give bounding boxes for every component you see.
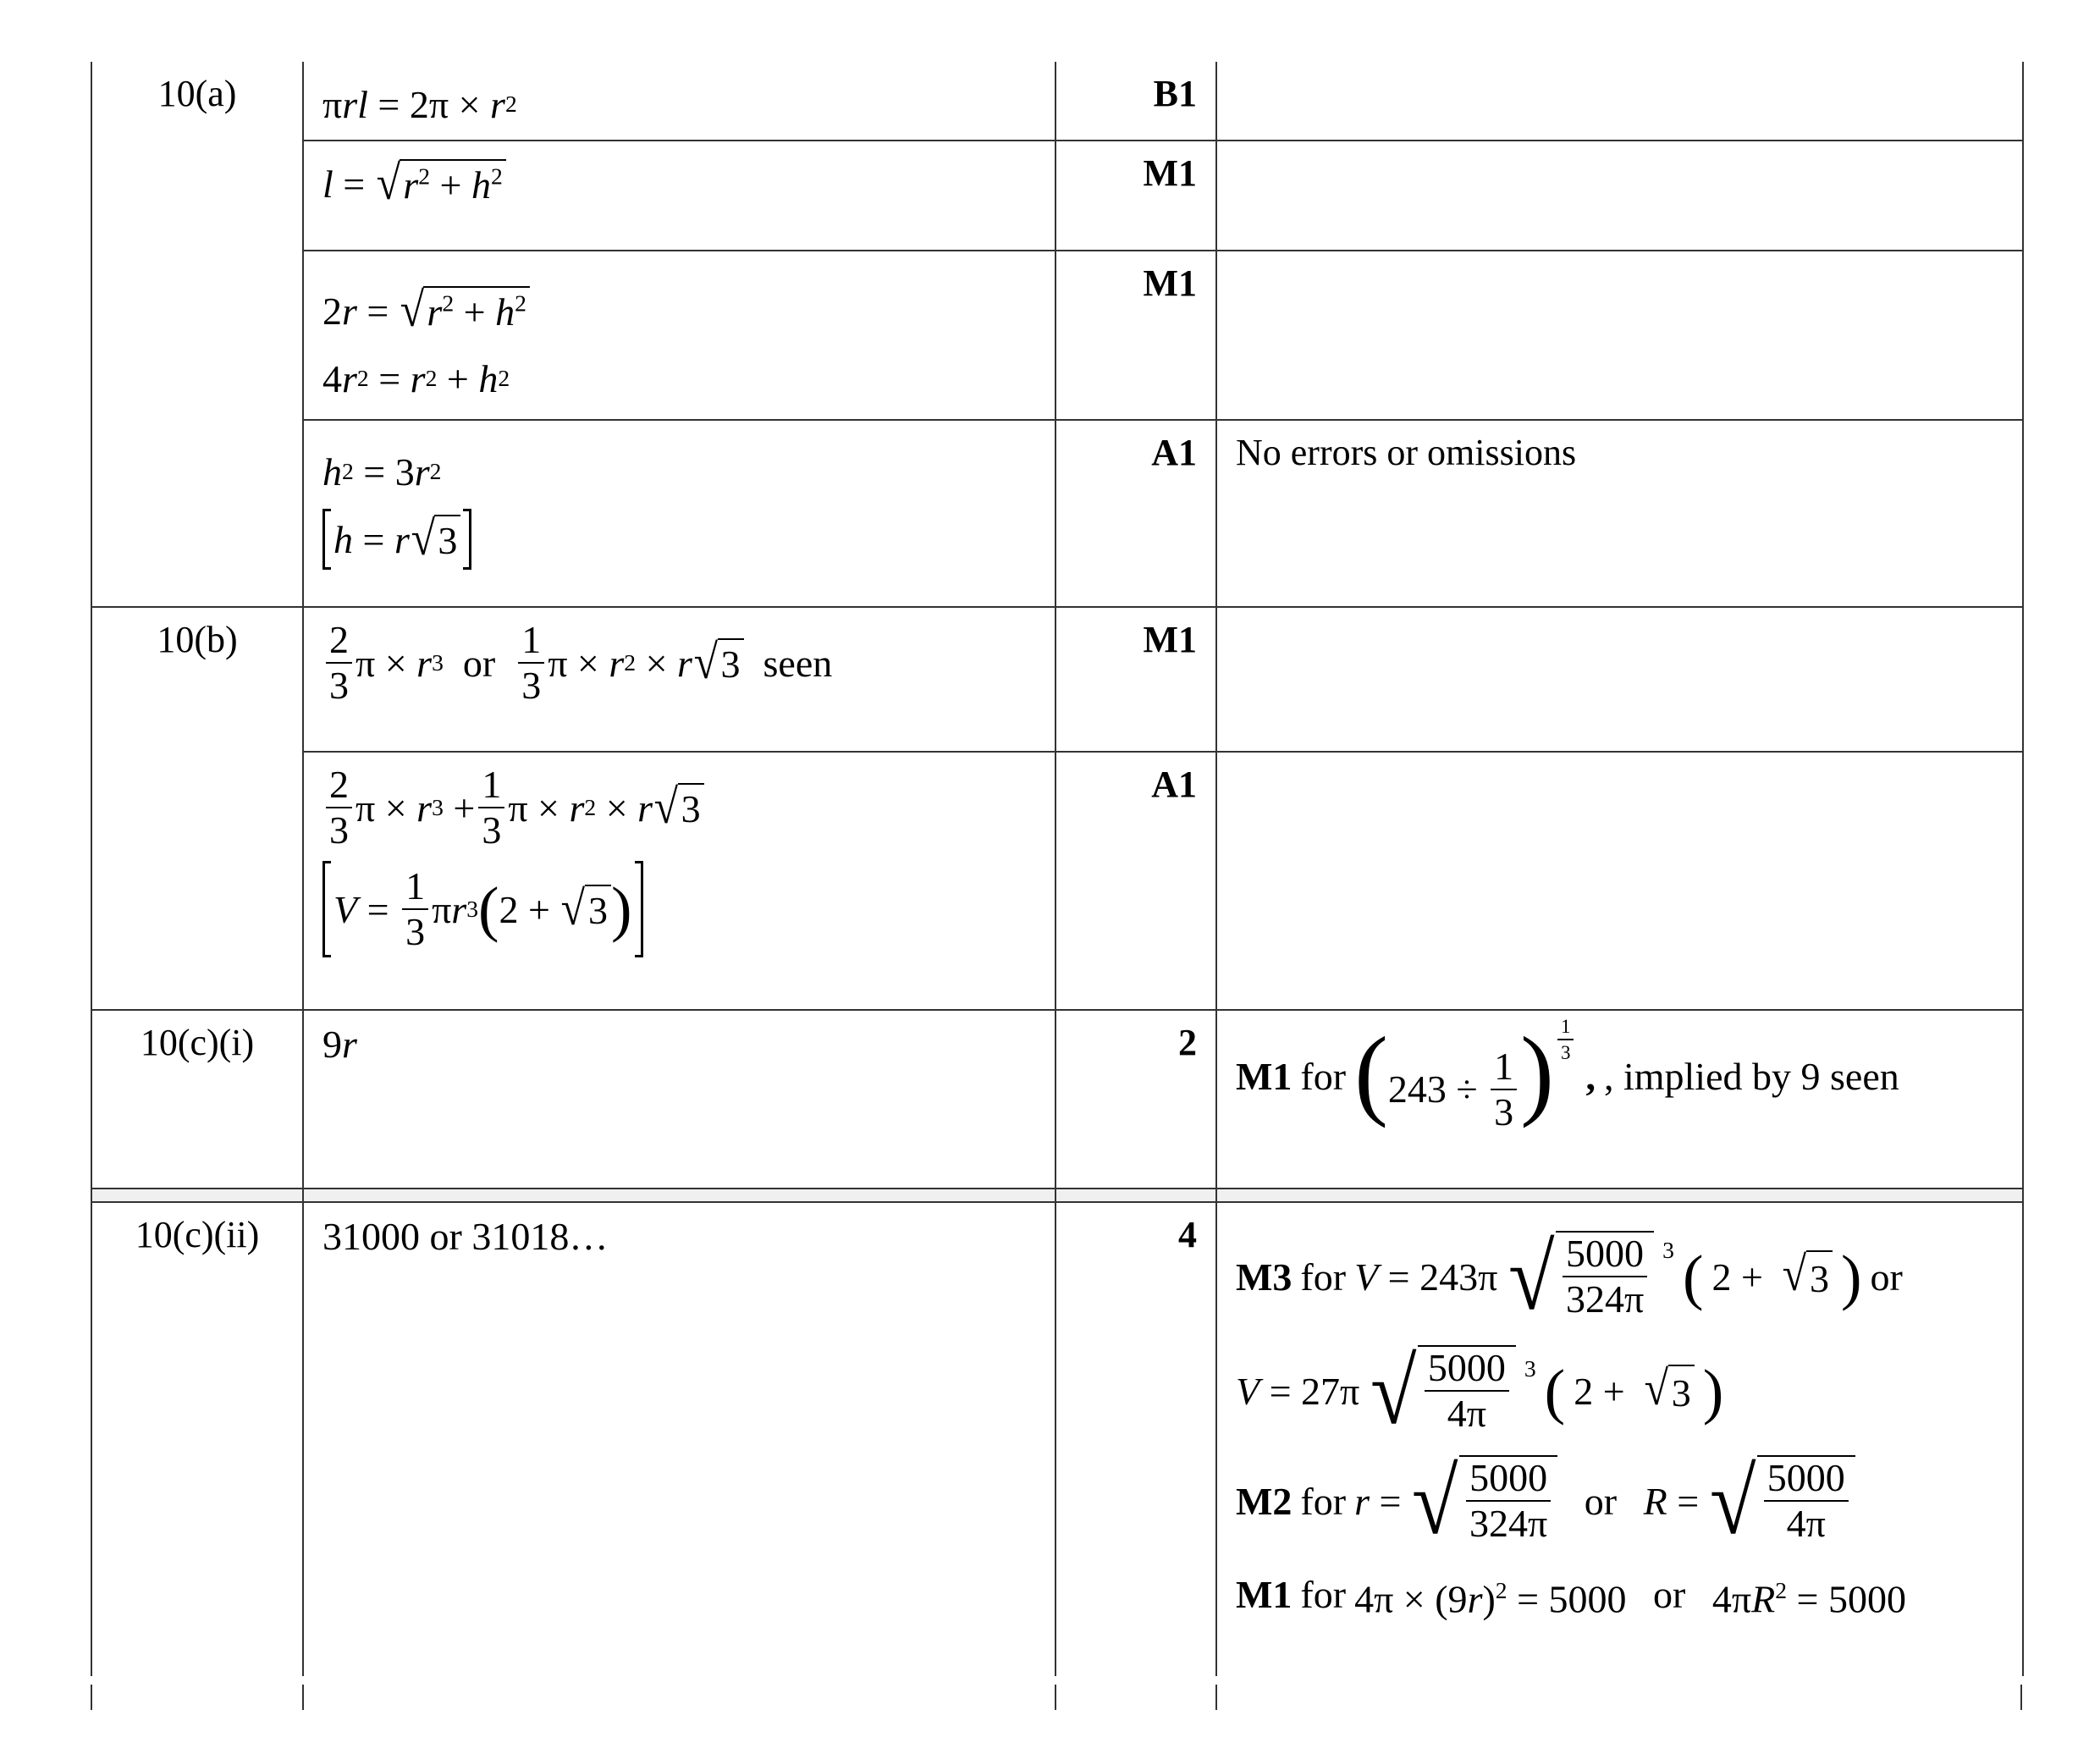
- section-divider: [91, 1189, 2023, 1202]
- or-word: or: [1653, 1573, 1686, 1616]
- question-number: 10(c)(i): [91, 1010, 303, 1189]
- guidance-text: No errors or omissions: [1236, 432, 1577, 473]
- guidance-cell: [1216, 607, 2023, 752]
- answer-cell: $\frac{2}{3}$ π × r 3 or $\frac{1}{3}$ π × r 2 × r √ 3 seen: [303, 607, 1056, 752]
- mark-cell: 2: [1056, 1010, 1216, 1189]
- answer-cell: l = √ $r^2 + h^2$: [303, 141, 1056, 251]
- guidance-cell: [1216, 420, 2023, 607]
- seen-word: seen: [763, 641, 833, 685]
- guidance-suffix: , implied by 9 seen: [1603, 1055, 1899, 1098]
- for-word: for: [1300, 1573, 1347, 1616]
- for-word: for: [1300, 1055, 1347, 1098]
- mark-cell: M1: [1056, 607, 1216, 752]
- for-word: for: [1300, 1255, 1347, 1299]
- table-row: [91, 752, 2023, 1010]
- guidance-cell: M3 for V = 243π √ $\frac{5000}{324\pi}$ $^3$ ( 2 + √ 3 ) or V = 27π √ $\frac{5000}{4\pi}$ $^3$ ( 2 + √ 3 ) M2 for r = √ $\frac{5000}{324\pi}$ or R = √ $\frac{5000}{4\pi}$ M1 for $4\pi \times (9r)^2 = 5000$ or $4\pi R^2 = 5000$: [1216, 1202, 2023, 1676]
- answer-cell: $\frac{2}{3}$ π × r 3 + $\frac{1}{3}$ π × r 2 × r √ 3 V = $\frac{1}{3}$ π r 3 ( 2 + √ 3 ): [303, 752, 1056, 1010]
- mark-cell: M1: [1056, 251, 1216, 420]
- for-word: for: [1300, 1480, 1347, 1523]
- mark-cell: B1: [1056, 62, 1216, 141]
- guidance-cell: [1216, 62, 2023, 141]
- answer-cell: h 2 = 3 r 2 h = r √ 3: [303, 420, 1056, 607]
- table-row: [91, 62, 2023, 141]
- or-word: or: [1584, 1480, 1618, 1523]
- mark-cell: A1: [1056, 420, 1216, 607]
- answer-cell: [303, 1202, 1056, 1676]
- method-mark: M3: [1236, 1255, 1293, 1299]
- answer-number: 9: [322, 1023, 342, 1066]
- answer-cell: π rl = 2π × r 2: [303, 62, 1056, 141]
- method-mark: M1: [1236, 1573, 1293, 1616]
- next-row-borders: [91, 1685, 2022, 1710]
- table-row: [91, 1202, 2023, 1676]
- guidance-cell: [1216, 752, 2023, 1010]
- answer-variable: r: [342, 1023, 357, 1066]
- guidance-cell: [1216, 251, 2023, 420]
- method-mark: M1: [1236, 1055, 1293, 1098]
- table-row: [91, 607, 2023, 752]
- table-row: [91, 141, 2023, 251]
- mark-cell: A1: [1056, 752, 1216, 1010]
- answer-cell: 2 r = √ $r^2 + h^2$ 4 r 2 = r 2 + h 2: [303, 251, 1056, 420]
- question-number: 10(a): [91, 62, 303, 607]
- mark-scheme-table: [91, 62, 2024, 1676]
- mark-cell: M1: [1056, 141, 1216, 251]
- guidance-cell: M1 for ( 243 ÷ $\frac{1}{3}$ ) $\frac{1}{3}$ , , implied by 9 seen: [1216, 1010, 2023, 1189]
- question-number: 10(b): [91, 607, 303, 1010]
- table-row: [91, 251, 2023, 420]
- or-word: or: [462, 641, 496, 685]
- method-mark: M2: [1236, 1480, 1293, 1523]
- table-row: [91, 420, 2023, 607]
- or-word: or: [1870, 1255, 1903, 1299]
- question-number: 10(c)(ii): [91, 1202, 303, 1676]
- table-row: [91, 1010, 2023, 1189]
- answer-text: 31000 or 31018…: [322, 1215, 609, 1258]
- answer-cell: [303, 1010, 1056, 1189]
- mark-cell: 4: [1056, 1202, 1216, 1676]
- guidance-cell: [1216, 141, 2023, 251]
